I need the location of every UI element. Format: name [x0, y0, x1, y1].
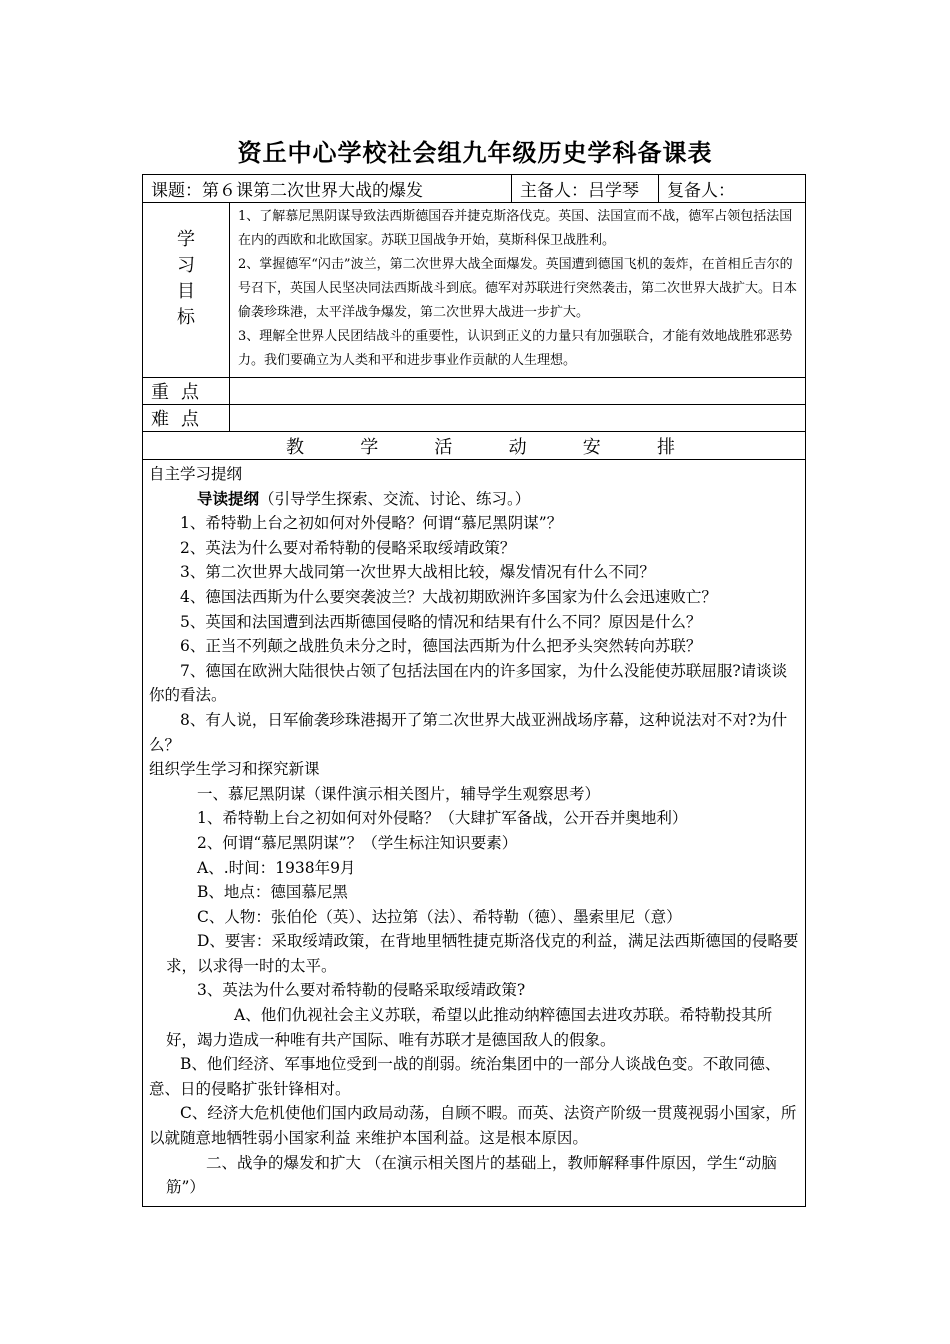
key-points-label: 点 [181, 382, 199, 403]
topic-text: 课题：第６课第二次世界大战的爆发 [151, 181, 423, 201]
key-points-row [143, 378, 806, 405]
objectives-label-char: 学 [177, 229, 195, 250]
guide-note: （引导学生探索、交流、讨论、练习。） [259, 489, 531, 508]
section-heading: 自主学习提纲 [149, 465, 243, 483]
objectives-content-cell [230, 203, 806, 378]
activity-header-char: 安 [582, 436, 601, 458]
topic-cell [143, 175, 512, 203]
objectives-label-char: 目 [177, 281, 195, 302]
activity-header-char: 动 [508, 436, 527, 458]
guide-title: 导读提纲 [197, 488, 260, 508]
guide-line [149, 487, 799, 512]
content-line: A、.时间：1938年9月 [197, 858, 356, 877]
content-row [143, 460, 806, 1207]
section-heading: 组织学生学习和探究新课 [149, 760, 320, 779]
activity-header-cell [143, 432, 806, 460]
difficulties-label-cell [143, 405, 230, 432]
question-item: 2、英法为什么要对希特勒的侵略采取绥靖政策？ [180, 538, 516, 557]
objective-item: 3、理解全世界人民团结战斗的重要性，认识到正义的力量只有加强联合，才能有效地战胜邪恶势力。我们要确立为人类和平和进步事业作贡献的人生理想。 [238, 329, 793, 368]
content-line: B、地点：德国慕尼黑 [197, 883, 348, 902]
preparer-cell [512, 175, 659, 203]
content-line: 2、何谓“慕尼黑阴谋”？（学生标注知识要素） [197, 833, 518, 852]
activity-header-char: 学 [360, 436, 379, 458]
content-line: D、要害：采取绥靖政策，在背地里牺牲捷克斯洛伐克的利益，满足法西斯德国的侵略要求，以求得一时的太平。 [166, 932, 799, 975]
activity-header-char: 排 [656, 436, 675, 458]
lesson-plan-table [142, 174, 806, 1207]
difficulties-label: 难 [151, 409, 169, 430]
question-item: 1、希特勒上台之初如何对外侵略？何谓“慕尼黑阴谋”？ [180, 514, 563, 533]
question-item: 5、英国和法国遭到法西斯德国侵略的情况和结果有什么不同？原因是什么？ [180, 612, 702, 631]
reason-item: B、他们经济、军事地位受到一战的削弱。统治集团中的一部分人谈战色变。不敢同德、意、日的侵略扩张针锋相对。 [149, 1055, 781, 1098]
reason-item: A、他们仇视社会主义苏联，希望以此推动纳粹德国去进攻苏联。希特勒投其所好，竭力造成一种唯有共产国际、唯有苏联才是德国敌人的假象。 [166, 1006, 773, 1049]
key-points-label-cell [143, 378, 230, 405]
reason-item: C、经济大危机使他们国内政局动荡，自顾不暇。而英、法资产阶级一贯蔑视弱小国家，所以就随意地牺牲弱小国家利益 来维护本国利益。这是根本原因。 [149, 1104, 797, 1148]
objectives-row [143, 203, 806, 378]
objective-item: 2、掌握德军“闪击”波兰，第二次世界大战全面爆发。英国遭到德国飞机的轰炸，在首相丘吉尔的号召下，英国人民坚决同法西斯战斗到底。德军对苏联进行突然袭击，第二次世界大战扩大。日本偷袭珍珠港，太平洋战争爆发，第二次世界大战进一步扩大。 [238, 257, 798, 320]
objectives-label-char: 习 [177, 255, 195, 276]
content-line: 1、希特勒上台之初如何对外侵略？（大肆扩军备战，公开吞并奥地利） [197, 809, 688, 828]
key-points-value [230, 378, 806, 405]
activity-header-char: 教 [286, 436, 304, 458]
activity-header-char: 活 [434, 436, 453, 458]
difficulties-value [230, 405, 806, 432]
page-title: 资丘中心学校社会组九年级历史学科备课表 [237, 138, 713, 167]
question-item: 7、德国在欧洲大陆很快占领了包括法国在内的许多国家，为什么没能使苏联屈服?请谈谈你的看法。 [149, 661, 788, 705]
objectives-label-cell [143, 203, 230, 378]
question-item: 4、德国法西斯为什么要突袭波兰？大战初期欧洲许多国家为什么会迅速败亡？ [180, 587, 717, 606]
difficulties-label: 点 [181, 409, 199, 430]
objectives-label-char: 标 [177, 307, 195, 328]
key-points-label: 重 [151, 382, 169, 403]
content-line: C、人物：张伯伦（英）、达拉第（法）、希特勒（德）、墨索里尼（意） [197, 907, 682, 926]
header-row [143, 175, 806, 203]
content-line: 3、英法为什么要对希特勒的侵略采取绥靖政策? [197, 981, 526, 1000]
part-title: 二、战争的爆发和扩大 （在演示相关图片的基础上，教师解释事件原因，学生“动脑筋”） [166, 1153, 777, 1197]
preparer-text: 主备人：吕学琴 [520, 181, 639, 201]
part-title: 一、慕尼黑阴谋（课件演示相关图片，辅导学生观察思考） [197, 784, 601, 803]
co-preparer-cell [659, 175, 806, 203]
objective-item: 1、了解慕尼黑阴谋导致法西斯德国吞并捷克斯洛伐克。英国、法国宣而不战，德军占领包括法国在内的西欧和北欧国家。苏联卫国战争开始，莫斯科保卫战胜利。 [238, 209, 793, 248]
activity-header-row [143, 432, 806, 460]
question-item: 8、有人说，日军偷袭珍珠港揭开了第二次世界大战亚洲战场序幕，这种说法对不对?为什么？ [149, 710, 788, 754]
question-item: 3、第二次世界大战同第一次世界大战相比较，爆发情况有什么不同？ [180, 563, 655, 582]
question-item: 6、正当不列颠之战胜负未分之时，德国法西斯为什么把矛头突然转向苏联？ [180, 637, 702, 656]
difficulties-row [143, 405, 806, 432]
co-preparer-text: 复备人： [667, 181, 735, 201]
content-cell [143, 460, 806, 1207]
